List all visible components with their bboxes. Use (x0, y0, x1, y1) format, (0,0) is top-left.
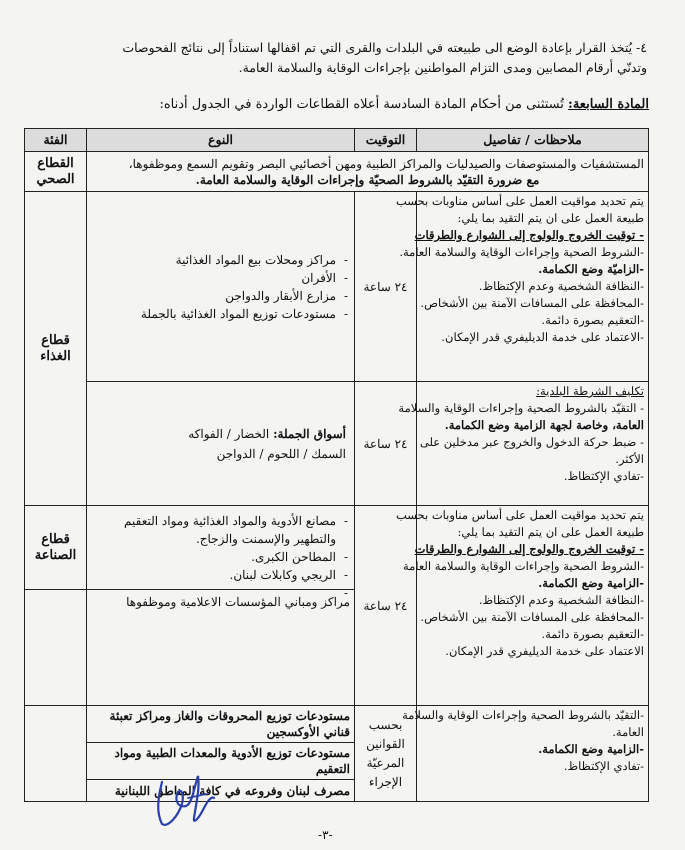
intro-paragraph (37, 40, 647, 76)
header-category: الفئة (25, 129, 87, 152)
header-notes: ملاحظات / تفاصيل (417, 129, 649, 152)
industry-type-2: - الريجي وكابلات لبنان. (91, 566, 336, 584)
other-category-empty (25, 706, 87, 802)
food-note-4: -الزاميّة وضع الكمامة. (538, 262, 644, 276)
food-notes (396, 192, 649, 382)
food-type-0: - مراكز ومحلات بيع المواد الغذائية (91, 251, 336, 269)
food-type-2: - مزارع الأبقار والدواجن (91, 287, 336, 305)
food-note-6: -المحافظة على المسافات الآمنة بين الأشخاص. (420, 296, 644, 310)
other-timing-2: المرعيّة (366, 755, 405, 770)
industry-note-1: طبيعة العمل على ان يتم التقيد بما يلي: (457, 525, 644, 539)
food-type-3: - مستودعات توزيع المواد الغذائية بالجملة (91, 305, 336, 323)
other-note-2: -الزامية وضع الكمامة. (538, 742, 644, 756)
wholesale-items-2: السمك / اللحوم / الدواجن (216, 446, 346, 461)
industry-note-8: الاعتماد على خدمة الديليفري قدر الإمكان. (445, 644, 644, 658)
wholesale-note-4: الأكثر. (615, 452, 644, 466)
intro-line-2: وتدنّي أرقام المصابين ومدى التزام المواطنين بإجراءات الوقاية والسلامة العامة. (238, 60, 647, 75)
health-line-2: مع ضرورة التقيّد بالشروط الصحيّة وإجراءات الوقاية والسلامة العامة. (195, 172, 540, 187)
wholesale-note-3: - ضبط حركة الدخول والخروج عبر مدخلين على (419, 435, 644, 449)
industry-note-6: -المحافظة على المسافات الآمنة بين الأشخاص. (420, 610, 644, 624)
media-type: مراكز ومباني المؤسسات الاعلامية وموظفوها (87, 590, 355, 706)
table-row-fuel (25, 706, 649, 743)
food-types (87, 192, 355, 382)
industry-note-5: -النظافة الشخصية وعدم الإكتظاظ. (478, 593, 644, 607)
other-note-3: -تفادي الإكتظاظ. (563, 759, 644, 773)
other-note-0: -التقيّد بالشروط الصحية وإجراءات الوقاية والسلامة (402, 708, 644, 722)
wholesale-timing: ٢٤ ساعة (355, 382, 417, 506)
wholesale-note-1: - التقيّد بالشروط الصحية وإجراءات الوقاية والسلامة (398, 401, 644, 415)
table-row-industry (25, 506, 649, 590)
other-type-2: مصرف لبنان وفروعه في كافة المناطق اللبنانية (87, 780, 355, 802)
other-timing-3: الإجراء (368, 774, 403, 789)
industry-type-0: - مصانع الأدوية والمواد الغذائية ومواد التعقيم والتطهير والإسمنت والزجاج. (91, 512, 336, 548)
sectors-table (24, 128, 649, 802)
signature-image (148, 768, 218, 830)
other-note-1: العامة. (612, 725, 644, 739)
category-health: القطاع الصحي (25, 152, 87, 192)
wholesale-note-5: -تفادي الإكتظاظ. (563, 469, 644, 483)
industry-note-7: -التعقيم بصورة دائمة. (541, 627, 644, 641)
industry-types (87, 506, 355, 590)
industry-note-0: يتم تحديد مواقيت العمل على أساس مناوبات بحسب (396, 508, 644, 522)
food-timing: ٢٤ ساعة (355, 192, 417, 382)
table-row-wholesale (25, 382, 649, 506)
wholesale-items-1: الخضار / الفواكه (188, 426, 270, 441)
food-type-1: - الأفران (91, 269, 336, 287)
header-type: النوع (87, 129, 355, 152)
food-note-2: - توقيت الخروج والولوج إلى الشوارع والطرقات (414, 228, 644, 242)
table-row-food (25, 192, 649, 382)
industry-note-4: -الزامية وضع الكمامة. (538, 576, 644, 590)
intro-line-1: ٤- يُتخذ القرار بإعادة الوضع الى طبيعته في البلدات والقرى التي تم اقفالها استناداً إلى نتائج الفحوصات (122, 40, 647, 55)
food-note-3: -الشروط الصحية وإجراءات الوقاية والسلامة العامة. (399, 245, 644, 259)
food-note-0: يتم تحديد مواقيت العمل على أساس مناوبات بحسب (396, 194, 644, 208)
other-notes (402, 706, 649, 802)
category-food: قطاع الغذاء (25, 192, 87, 506)
category-industry: قطاع الصناعة (25, 506, 87, 590)
industry-note-3: -الشروط الصحية وإجراءات الوقاية والسلامة العامة (403, 559, 644, 573)
industry-timing: ٢٤ ساعة (355, 506, 417, 706)
other-timing-0: بحسب (368, 717, 403, 732)
page-number: -٣- (318, 828, 333, 842)
other-type-1: مستودعات توزيع الأدوية والمعدات الطبية ومواد التعقيم (87, 743, 355, 780)
wholesale-note-0: تكليف الشرطة البلدية: (536, 384, 644, 398)
industry-note-2: - توقيت الخروج والولوج إلى الشوارع والطرقات (414, 542, 644, 556)
industry-notes (396, 506, 649, 706)
other-type-0: مستودعات توزيع المحروقات والغاز ومراكز تعبئة قناني الأوكسجين (87, 706, 355, 743)
health-description (87, 152, 649, 192)
food-note-5: -النظافة الشخصية وعدم الإكتظاظ. (478, 279, 644, 293)
industry-type-1: - المطاحن الكبرى. (91, 548, 336, 566)
wholesale-notes (398, 382, 649, 506)
wholesale-types (87, 382, 355, 506)
table-row-health (25, 152, 649, 192)
food-note-7: -التعقيم بصورة دائمة. (541, 313, 644, 327)
wholesale-note-2: العامة، وخاصة لجهة الزامية وضع الكمامة. (444, 418, 644, 432)
table-header-row (25, 129, 649, 152)
header-timing: التوقيت (355, 129, 417, 152)
wholesale-title: أسواق الجملة: (273, 426, 346, 441)
media-category-empty (25, 590, 87, 706)
article-text: تُستثنى من أحكام المادة السادسة أعلاه القطاعات الواردة في الجدول أدناه: (159, 97, 564, 112)
health-line-1: المستشفيات والمستوصفات والصيدليات والمراكز الطبية ومهن أخصائيي البصر وتقويم السمع وموظفوها، (128, 156, 644, 171)
food-note-8: -الاعتماد على خدمة الديليفري قدر الإمكان. (441, 330, 644, 344)
food-note-1: طبيعة العمل على ان يتم التقيد بما يلي: (457, 211, 644, 225)
article-heading: المادة السابعة: (568, 97, 649, 112)
other-timing-1: القوانين (366, 736, 405, 751)
article-seven (39, 97, 649, 112)
